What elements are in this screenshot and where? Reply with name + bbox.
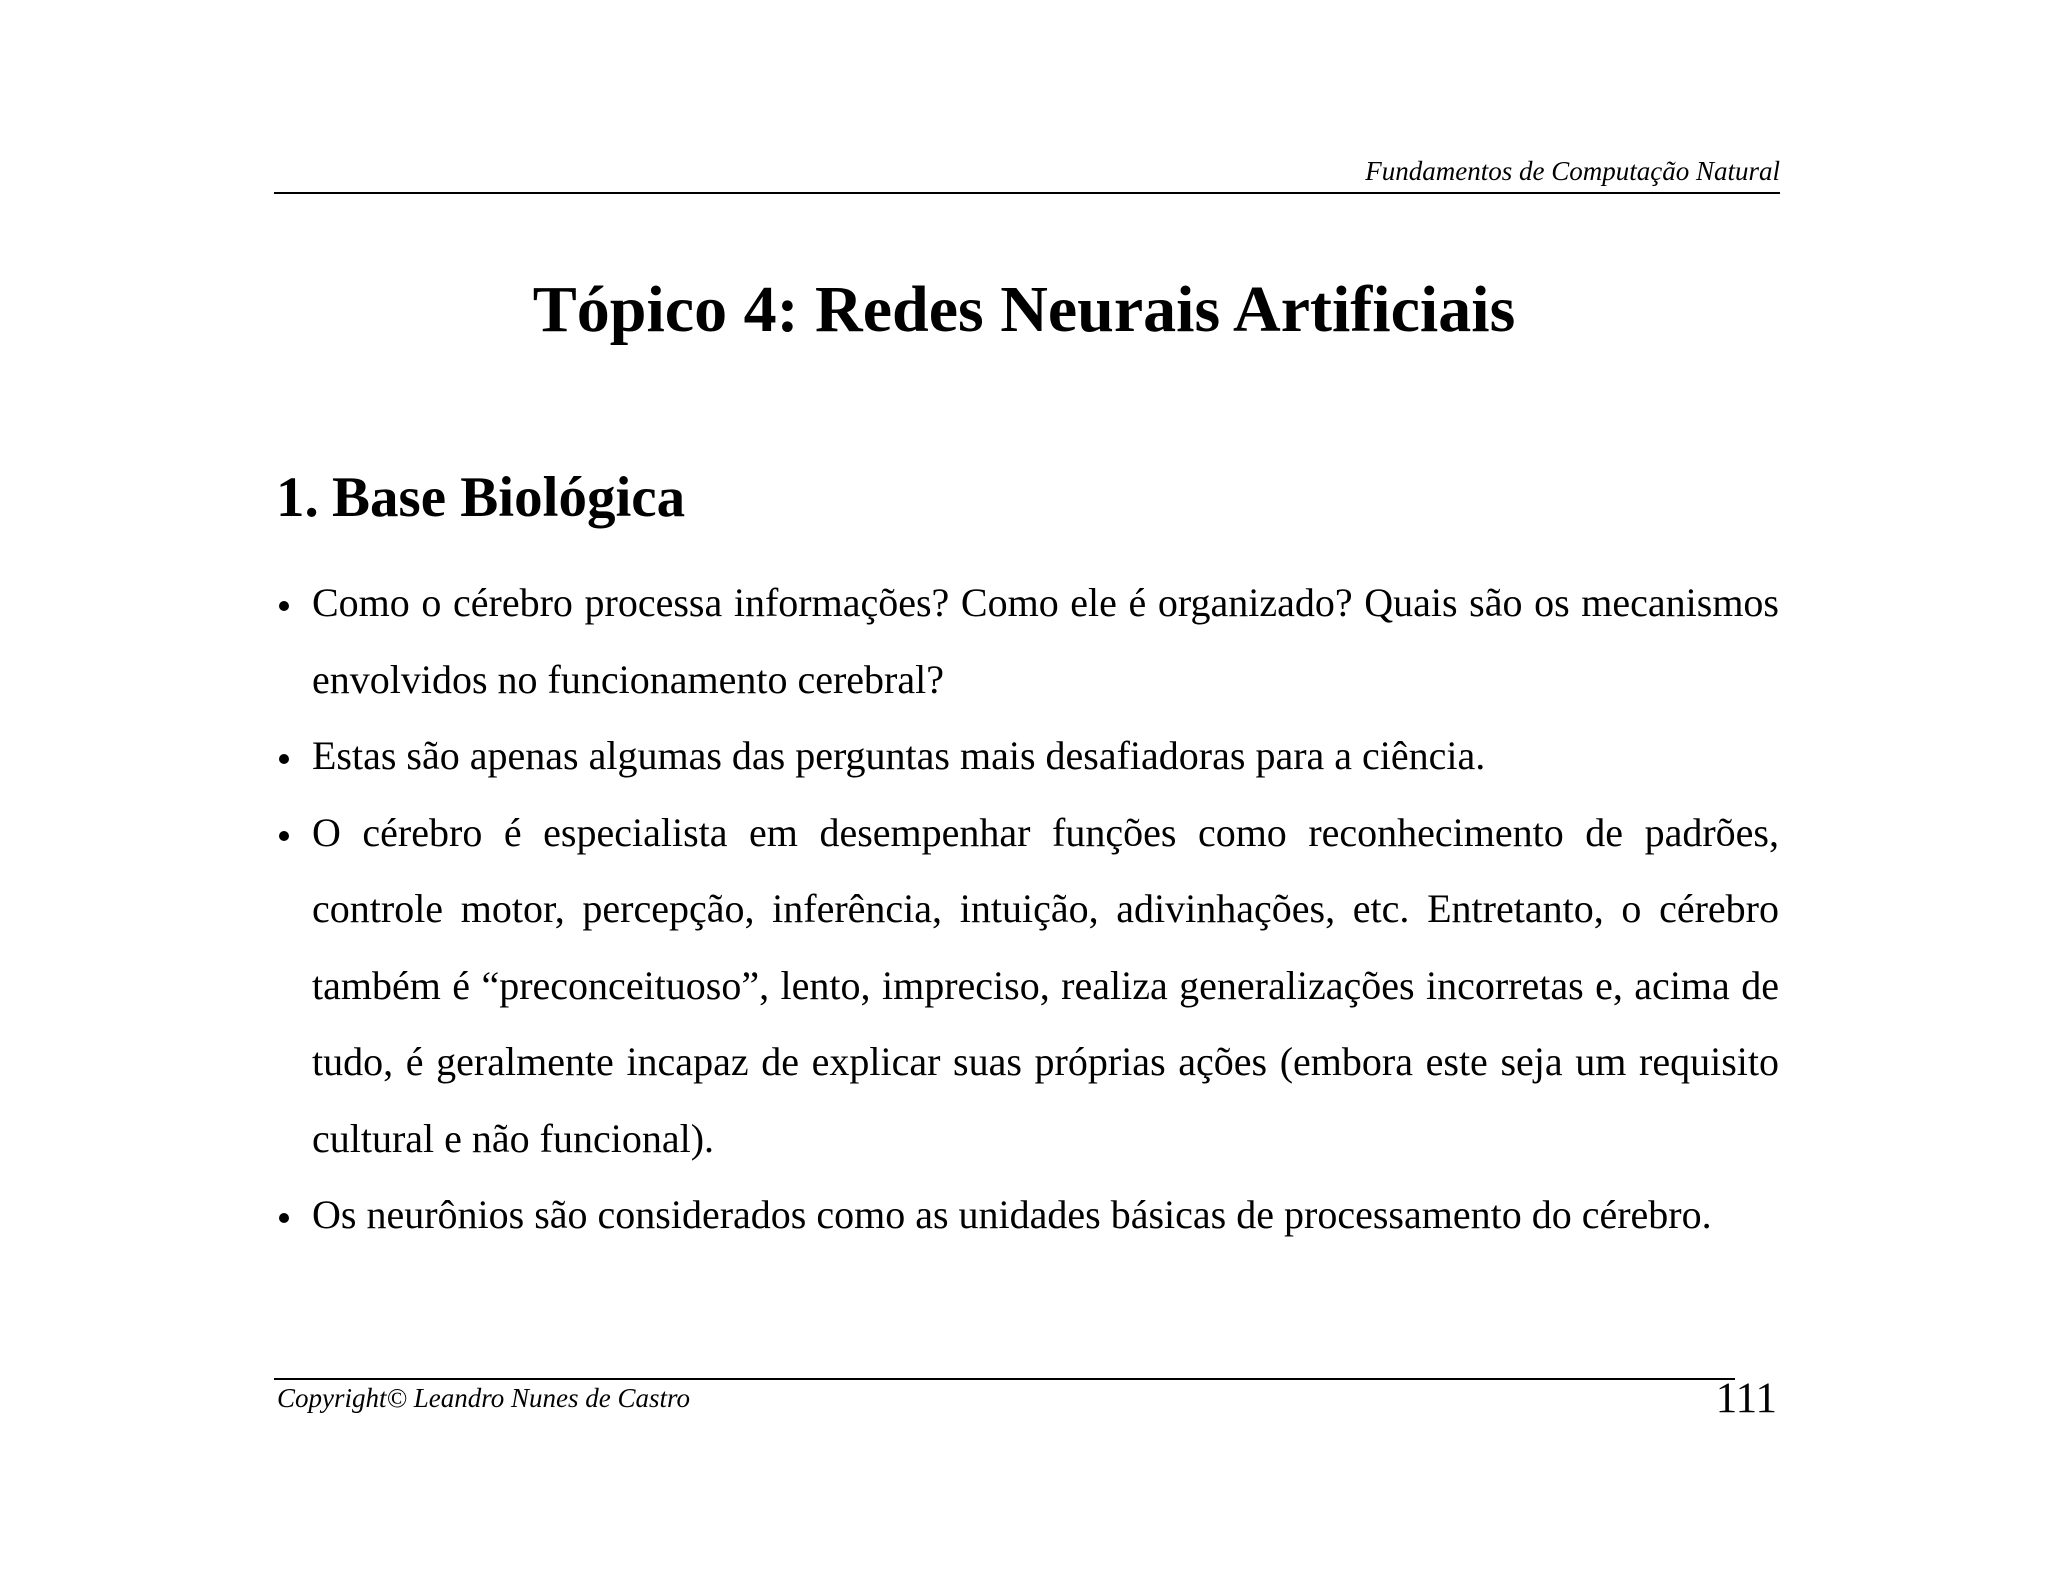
section-title: Base Biológica (332, 466, 686, 529)
bullet-text: Como o cérebro processa informações? Como ele é organizado? Quais são os mecanismos envolvidos no funcionamento cerebral? (312, 580, 1779, 702)
header-divider (274, 192, 1780, 194)
page-number: 111 (1715, 1375, 1777, 1422)
section-heading (276, 463, 685, 533)
page-title: Tópico 4: Redes Neurais Artificiais (532, 273, 1516, 346)
bullet-list (276, 565, 1779, 1254)
footer-divider (274, 1378, 1735, 1380)
bullet-item (276, 718, 1779, 795)
section-number: 1. (276, 466, 319, 529)
bullet-text: Os neurônios são considerados como as unidades básicas de processamento do cérebro. (312, 1192, 1712, 1237)
bullet-item (276, 565, 1779, 718)
bullet-text: O cérebro é especialista em desempenhar funções como reconhecimento de padrões, controle motor, percepção, inferência, intuição, adivinhações, etc. Entretanto, o cérebro também é “preconceituoso”, lento, impreciso, realiza generalizações incorretas e, acima de tudo, é geralmente incapaz de explicar suas próprias ações (embora este seja um requisito cultural e não funcional). (312, 809, 1779, 1161)
bullet-item (276, 1177, 1779, 1254)
bullet-text: Estas são apenas algumas das perguntas mais desafiadoras para a ciência. (312, 733, 1486, 778)
running-header: Fundamentos de Computação Natural (1365, 156, 1780, 186)
bullet-item (276, 795, 1779, 1178)
copyright-notice: Copyright© Leandro Nunes de Castro (277, 1383, 691, 1413)
